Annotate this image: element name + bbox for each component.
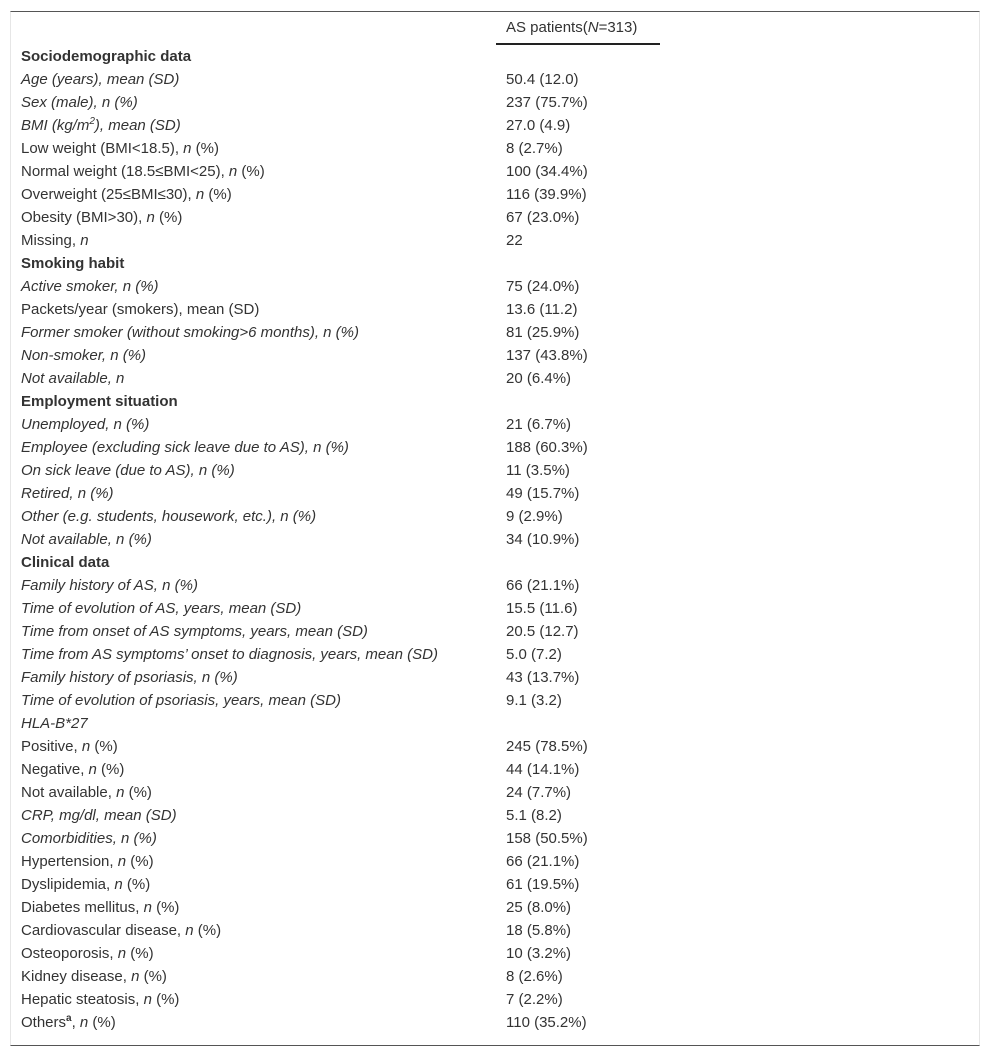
- row-value: 61 (19.5%): [506, 876, 580, 893]
- label-part-label: Time of evolution of AS, years, mean (SD): [21, 600, 302, 617]
- table-row: [10, 666, 980, 689]
- row-spacer: [660, 482, 980, 505]
- label-part-ital: n: [143, 991, 152, 1008]
- row-value: 245 (78.5%): [506, 738, 588, 755]
- row-spacer: [660, 91, 980, 114]
- label-part-ital: n: [114, 876, 123, 893]
- row-value: 66 (21.1%): [506, 577, 580, 594]
- row-label: [10, 1011, 496, 1034]
- table-row: [10, 68, 980, 91]
- label-part-ital: n: [183, 140, 192, 157]
- row-value: 5.1 (8.2): [506, 807, 562, 824]
- table-row: [10, 597, 980, 620]
- row-value: 24 (7.7%): [506, 784, 572, 801]
- label-part-ital: n: [146, 209, 155, 226]
- table-row: [10, 413, 980, 436]
- label-part-label: Hepatic steatosis,: [21, 991, 144, 1008]
- label-part-label: CRP, mg/dl, mean (SD): [21, 807, 177, 824]
- table-row: [10, 896, 980, 919]
- table-row: [10, 689, 980, 712]
- row-label: [10, 183, 496, 206]
- table-row: [10, 758, 980, 781]
- label-part-label: Family history of psoriasis, n (%): [21, 669, 238, 686]
- row-label: [10, 344, 496, 367]
- label-part-label: Employee (excluding sick leave due to AS), n (%): [21, 439, 349, 456]
- label-part-label: Hypertension,: [21, 853, 118, 870]
- row-spacer: [660, 712, 980, 735]
- label-part-ital: n: [185, 922, 194, 939]
- row-label: [10, 919, 496, 942]
- table-row: [10, 114, 980, 137]
- row-value: 75 (24.0%): [506, 278, 580, 295]
- data-table: [10, 12, 980, 1034]
- label-part-label: Overweight (25≤BMI≤30),: [21, 186, 196, 203]
- row-value: 116 (39.9%): [506, 186, 587, 203]
- label-part-after: (%): [124, 784, 152, 801]
- row-spacer: [660, 689, 980, 712]
- row-label: [10, 735, 496, 758]
- header-as-patients: [496, 12, 660, 44]
- label-part-label: Former smoker (without smoking>6 months), n (%): [21, 324, 360, 341]
- label-part-label: Cardiovascular disease,: [21, 922, 186, 939]
- row-label: [10, 206, 496, 229]
- row-spacer: [660, 574, 980, 597]
- label-part-label: Family history of AS, n (%): [21, 577, 198, 594]
- label-part-after: (%): [191, 140, 220, 157]
- row-value: 10 (3.2%): [506, 945, 572, 962]
- table-row: [10, 781, 980, 804]
- row-label: [10, 988, 496, 1011]
- header-n: N: [587, 19, 599, 36]
- table-row: [10, 91, 980, 114]
- row-label: [10, 850, 496, 873]
- row-spacer: [660, 827, 980, 850]
- row-label: [10, 114, 496, 137]
- row-label: [10, 804, 496, 827]
- row-value: 44 (14.1%): [506, 761, 580, 778]
- table-row: [10, 229, 980, 252]
- row-value: [496, 712, 660, 735]
- row-value: 21 (6.7%): [506, 416, 572, 433]
- row-spacer: [660, 896, 980, 919]
- row-spacer: [660, 229, 980, 252]
- row-spacer: [660, 965, 980, 988]
- row-spacer: [660, 988, 980, 1011]
- table-row: [10, 942, 980, 965]
- table-row: [10, 620, 980, 643]
- row-spacer: [660, 1011, 980, 1034]
- label-part-label: BMI (kg/m: [21, 117, 90, 134]
- row-spacer: [660, 44, 980, 68]
- table-row: [10, 137, 980, 160]
- table-row: [10, 1011, 980, 1034]
- label-part-ital: n: [116, 784, 125, 801]
- table-row: [10, 804, 980, 827]
- row-value: 66 (21.1%): [506, 853, 580, 870]
- row-spacer: [660, 528, 980, 551]
- row-spacer: [660, 114, 980, 137]
- label-part-label: Diabetes mellitus,: [21, 899, 144, 916]
- label-part-label: Other (e.g. students, housework, etc.), n (%): [21, 508, 317, 525]
- row-label: [10, 321, 496, 344]
- row-label: [10, 896, 496, 919]
- label-part-ital: n: [88, 761, 97, 778]
- row-value: 25 (8.0%): [506, 899, 572, 916]
- row-label: [10, 574, 496, 597]
- row-label: [10, 528, 496, 551]
- row-label: [10, 91, 496, 114]
- section-heading: Employment situation: [21, 393, 178, 410]
- label-part-ital: n: [80, 232, 89, 249]
- row-spacer: [660, 298, 980, 321]
- row-spacer: [660, 413, 980, 436]
- row-value: 110 (35.2%): [506, 1014, 587, 1031]
- label-part-label: HLA-B*27: [21, 715, 88, 732]
- row-label: [10, 459, 496, 482]
- label-part-after: (%): [126, 853, 154, 870]
- row-value: [496, 551, 660, 574]
- label-part-label: Negative,: [21, 761, 89, 778]
- label-part-ital: n: [195, 186, 205, 203]
- table-row: [10, 482, 980, 505]
- table-row: [10, 160, 980, 183]
- row-spacer: [660, 804, 980, 827]
- row-value: 22: [506, 232, 523, 249]
- table-row: [10, 827, 980, 850]
- row-label: [10, 137, 496, 160]
- table-row: [10, 321, 980, 344]
- label-part-sup: a: [66, 1013, 72, 1024]
- row-spacer: [660, 344, 980, 367]
- table-row: [10, 988, 980, 1011]
- label-part-label: Time of evolution of psoriasis, years, mean (SD): [21, 692, 341, 709]
- row-value: 158 (50.5%): [506, 830, 588, 847]
- row-label: [10, 873, 496, 896]
- row-label: [10, 367, 496, 390]
- row-spacer: [660, 321, 980, 344]
- label-part-ital: n: [117, 945, 127, 962]
- label-part-after: (%): [193, 922, 222, 939]
- label-part-label: Sex (male), n (%): [21, 94, 138, 111]
- row-label: [10, 942, 496, 965]
- label-part-label: Others: [21, 1014, 67, 1031]
- label-part-label: Comorbidities, n (%): [21, 830, 157, 847]
- table-row: [10, 873, 980, 896]
- table-row: [10, 735, 980, 758]
- label-part-ital: n: [228, 163, 238, 180]
- row-spacer: [660, 620, 980, 643]
- row-value: 27.0 (4.9): [506, 117, 571, 134]
- label-part-after: (%): [237, 163, 265, 180]
- table-row: [10, 574, 980, 597]
- row-value: 5.0 (7.2): [506, 646, 562, 663]
- label-part-label: Active smoker, n (%): [21, 278, 159, 295]
- table-row: [10, 965, 980, 988]
- row-label: [10, 160, 496, 183]
- row-value: 9 (2.9%): [506, 508, 563, 525]
- row-value: 8 (2.6%): [506, 968, 563, 985]
- label-part-after2: (%): [88, 1014, 116, 1031]
- table-row: [10, 643, 980, 666]
- row-spacer: [660, 505, 980, 528]
- header-empty-cell: [10, 12, 496, 44]
- row-spacer: [660, 252, 980, 275]
- label-part-label: Age (years), mean (SD): [21, 71, 180, 88]
- label-part-after: (%): [90, 738, 118, 755]
- row-value: [496, 44, 660, 68]
- row-value: 9.1 (3.2): [506, 692, 562, 709]
- row-spacer: [660, 758, 980, 781]
- row-spacer: [660, 850, 980, 873]
- row-label: [10, 666, 496, 689]
- row-label: [10, 643, 496, 666]
- row-label: [10, 827, 496, 850]
- row-value: 15.5 (11.6): [506, 600, 578, 617]
- row-value: 237 (75.7%): [506, 94, 588, 111]
- table-row: [10, 298, 980, 321]
- label-part-label: Low weight (BMI<18.5),: [21, 140, 184, 157]
- label-part-label: On sick leave (due to AS), n (%): [21, 462, 235, 479]
- label-part-after: (%): [154, 209, 183, 226]
- row-spacer: [660, 873, 980, 896]
- label-part-label: Missing,: [21, 232, 81, 249]
- row-spacer: [660, 137, 980, 160]
- row-label: [10, 965, 496, 988]
- label-part-sup: 2: [89, 116, 95, 127]
- row-value: 20.5 (12.7): [506, 623, 579, 640]
- row-value: 18 (5.8%): [506, 922, 572, 939]
- section-heading: Sociodemographic data: [21, 47, 192, 65]
- row-spacer: [660, 459, 980, 482]
- table-row: [10, 528, 980, 551]
- label-part-label: Normal weight (18.5≤BMI<25),: [21, 163, 229, 180]
- label-part-label: Obesity (BMI>30),: [21, 209, 147, 226]
- row-value: 34 (10.9%): [506, 531, 580, 548]
- section-heading-row: [10, 551, 980, 574]
- section-heading-row: [10, 390, 980, 413]
- row-value: 49 (15.7%): [506, 485, 580, 502]
- table-row: [10, 850, 980, 873]
- table-row: [10, 459, 980, 482]
- table-row: [10, 367, 980, 390]
- row-label: [10, 689, 496, 712]
- table-row: [10, 206, 980, 229]
- row-spacer: [660, 643, 980, 666]
- label-part-label: Kidney disease,: [21, 968, 132, 985]
- row-spacer: [660, 68, 980, 91]
- table-header-row: [10, 12, 980, 44]
- row-label: [10, 505, 496, 528]
- header-prefix: AS patients(: [506, 19, 588, 36]
- label-part-after: (%): [126, 945, 154, 962]
- row-value: 50.4 (12.0): [506, 71, 579, 88]
- row-label: [10, 712, 496, 735]
- label-part-label: Time from onset of AS symptoms, years, mean (SD): [21, 623, 368, 640]
- section-heading: Smoking habit: [21, 255, 125, 272]
- row-spacer: [660, 275, 980, 298]
- row-value: 137 (43.8%): [506, 347, 588, 364]
- label-part-label: Non-smoker, n (%): [21, 347, 147, 364]
- table-row: [10, 183, 980, 206]
- label-part-after: (%): [139, 968, 167, 985]
- row-value: 67 (23.0%): [506, 209, 580, 226]
- row-label: [10, 275, 496, 298]
- row-value: 100 (34.4%): [506, 163, 588, 180]
- label-part-label: Dyslipidemia,: [21, 876, 115, 893]
- row-spacer: [660, 551, 980, 574]
- label-part-ital: n: [131, 968, 140, 985]
- row-spacer: [660, 183, 980, 206]
- label-part-after: (%): [96, 761, 125, 778]
- row-spacer: [660, 735, 980, 758]
- row-value: 20 (6.4%): [506, 370, 572, 387]
- row-value: 8 (2.7%): [506, 140, 563, 157]
- label-part-ital: n: [79, 1014, 89, 1031]
- header-suffix: =313): [598, 19, 638, 36]
- header-spacer: [660, 12, 980, 44]
- table-row: [10, 712, 980, 735]
- row-spacer: [660, 666, 980, 689]
- row-value: [496, 252, 660, 275]
- label-part-label: Not available, n (%): [21, 531, 152, 548]
- table-row: [10, 344, 980, 367]
- row-label: [10, 68, 496, 91]
- section-heading-row: [10, 44, 980, 68]
- table-row: [10, 919, 980, 942]
- row-spacer: [660, 206, 980, 229]
- table-row: [10, 505, 980, 528]
- table-row: [10, 275, 980, 298]
- row-spacer: [660, 160, 980, 183]
- label-part-label: Positive,: [21, 738, 82, 755]
- row-label: [10, 781, 496, 804]
- label-part-ital: n: [81, 738, 91, 755]
- label-part-after: ,: [71, 1014, 80, 1031]
- row-value: 11 (3.5%): [506, 462, 570, 479]
- label-part-label: Not available,: [21, 784, 117, 801]
- row-spacer: [660, 781, 980, 804]
- label-part-after: (%): [151, 899, 180, 916]
- label-part-ital: n: [143, 899, 152, 916]
- row-value: 188 (60.3%): [506, 439, 588, 456]
- label-part-label: Time from AS symptoms’ onset to diagnosis, years, mean (SD): [21, 646, 438, 663]
- row-spacer: [660, 436, 980, 459]
- table-body: [10, 44, 980, 1034]
- row-label: [10, 758, 496, 781]
- row-value: 7 (2.2%): [506, 991, 563, 1008]
- label-part-after: (%): [122, 876, 151, 893]
- label-part-label: Retired, n (%): [21, 485, 114, 502]
- row-value: 81 (25.9%): [506, 324, 580, 341]
- row-value: 13.6 (11.2): [506, 301, 578, 318]
- row-label: [10, 298, 496, 321]
- row-value: 43 (13.7%): [506, 669, 580, 686]
- row-spacer: [660, 942, 980, 965]
- label-part-after: ), mean (SD): [94, 117, 181, 134]
- row-spacer: [660, 919, 980, 942]
- label-part-after: (%): [204, 186, 232, 203]
- label-part-label: Not available, n: [21, 370, 125, 387]
- row-spacer: [660, 367, 980, 390]
- row-label: [10, 597, 496, 620]
- label-part-after: (%): [151, 991, 180, 1008]
- table-row: [10, 436, 980, 459]
- row-label: [10, 436, 496, 459]
- row-value: [496, 390, 660, 413]
- section-heading: Clinical data: [21, 554, 110, 571]
- row-label: [10, 620, 496, 643]
- row-spacer: [660, 597, 980, 620]
- row-spacer: [660, 390, 980, 413]
- label-part-ital: n: [117, 853, 127, 870]
- label-part-label: Packets/year (smokers), mean (SD): [21, 301, 260, 318]
- label-part-label: Unemployed, n (%): [21, 416, 150, 433]
- section-heading-row: [10, 252, 980, 275]
- row-label: [10, 413, 496, 436]
- label-part-label: Osteoporosis,: [21, 945, 118, 962]
- row-label: [10, 229, 496, 252]
- row-label: [10, 482, 496, 505]
